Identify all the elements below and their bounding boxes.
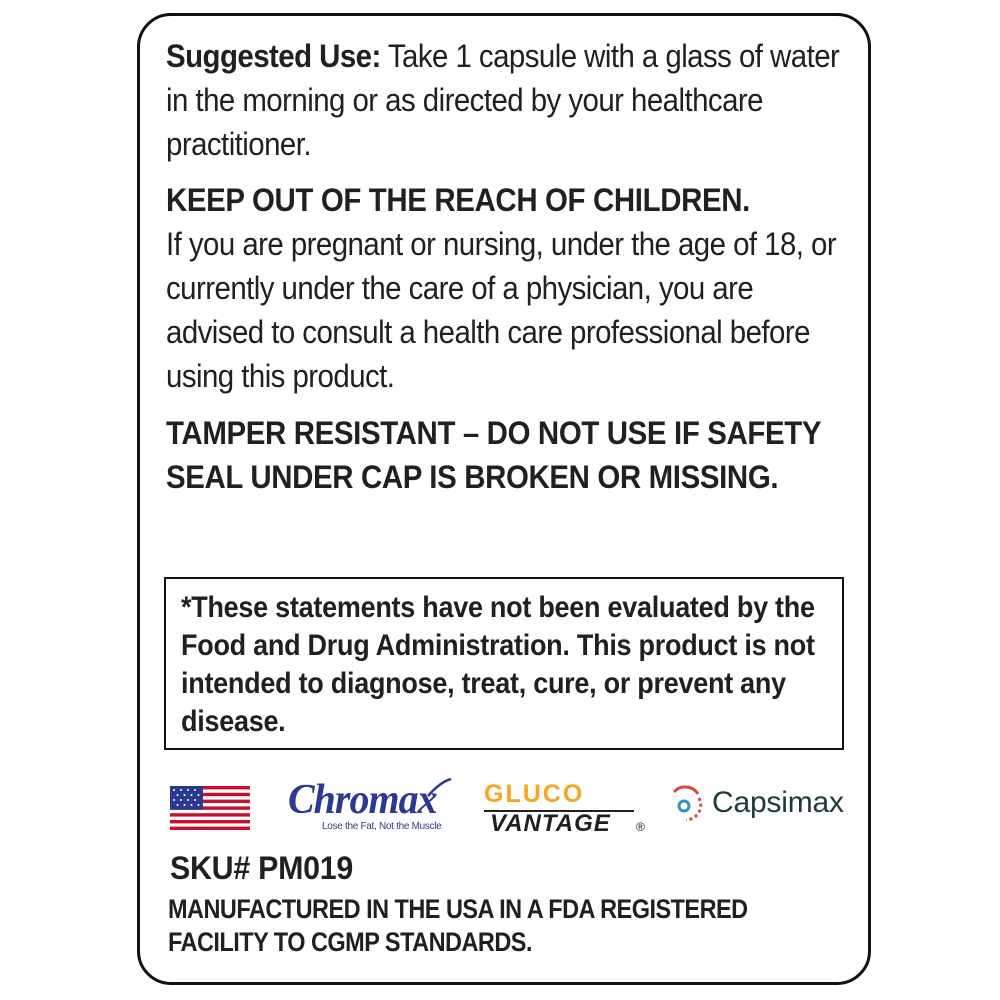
- manufacturing-statement: MANUFACTURED IN THE USA IN A FDA REGISTERED FACILITY TO CGMP STANDARDS.: [168, 894, 748, 957]
- chromax-logo: [288, 776, 456, 834]
- gluco-vantage-logo: [484, 780, 649, 838]
- chromax-wordmark: Chromax: [288, 777, 437, 823]
- pregnancy-warning-text: If you are pregnant or nursing, under the age of 18, or currently under the care of a physician, you are advised to consult a health care professional before using this product.: [166, 226, 837, 394]
- registered-mark: ®: [636, 820, 645, 834]
- fda-disclaimer-text: *These statements have not been evaluated by the Food and Drug Administration. This product is not intended to diagnose, treat, cure, or prevent any disease.: [181, 591, 815, 738]
- suggested-use-paragraph: [166, 34, 856, 166]
- capsimax-logo: [666, 784, 846, 824]
- capsimax-wordmark: Capsimax: [712, 786, 844, 819]
- tamper-warning: TAMPER RESISTANT – DO NOT USE IF SAFETY SEAL UNDER CAP IS BROKEN OR MISSING.: [166, 415, 821, 495]
- suggested-use-heading: Suggested Use:: [166, 38, 381, 74]
- gluco-wordmark: GLUCO: [484, 780, 585, 808]
- children-warning-heading: KEEP OUT OF THE REACH OF CHILDREN.: [166, 182, 750, 218]
- capsimax-ring-icon: [666, 784, 706, 824]
- chromax-tagline: Lose the Fat, Not the Muscle: [322, 821, 442, 832]
- fda-disclaimer-box: [164, 577, 844, 750]
- suggested-use-text: Take 1 capsule with a glass of water in the morning or as directed by your healthcare practitioner.: [166, 38, 840, 162]
- chromax-swoosh-icon: [426, 778, 452, 798]
- sku-number: SKU# PM019: [170, 850, 354, 886]
- us-flag-icon: [170, 786, 250, 830]
- vantage-wordmark: VANTAGE: [490, 810, 611, 837]
